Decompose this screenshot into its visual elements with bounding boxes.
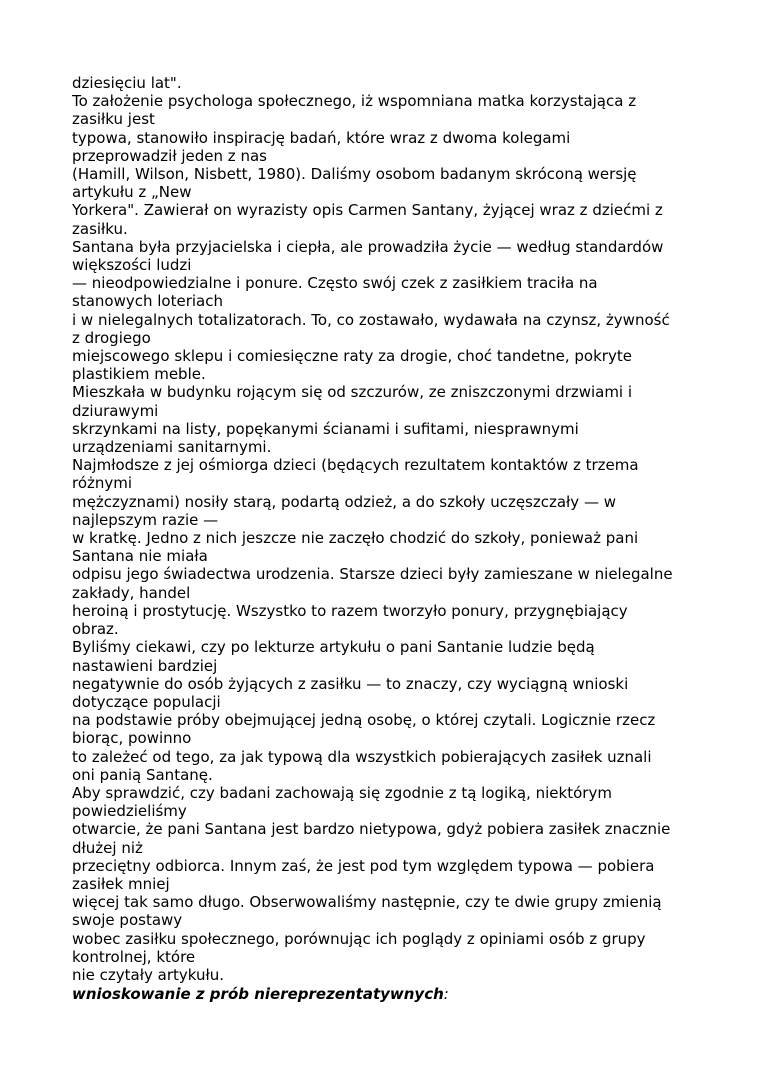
text-line: To założenie psychologa społecznego, iż wspomniana matka korzystająca z [72,92,637,111]
text-line: kontrolnej, które [72,947,196,966]
text-line: najlepszym razie — [72,510,219,529]
text-line: nie czytały artykułu. [72,965,225,984]
text-line: zakłady, handel [72,583,191,602]
text-line: dłużej niż [72,838,143,857]
text-line: otwarcie, że pani Santana jest bardzo nietypowa, gdyż pobiera zasiłek znacznie [72,820,671,839]
section-heading [72,985,449,1003]
text-line: (Hamill, Wilson, Nisbett, 1980). Daliśmy osobom badanym skróconą wersję [72,165,637,184]
text-line: Najmłodsze z jej ośmiorga dzieci (będących rezultatem kontaktów z trzema [72,456,639,475]
text-line: Aby sprawdzić, czy badani zachowają się zgodnie z tą logiką, niektórym [72,783,612,802]
text-line: obraz. [72,620,119,639]
text-line: — nieodpowiedzialne i ponure. Często swój czek z zasiłkiem traciła na [72,274,598,293]
document-body [72,74,692,984]
text-line: Mieszkała w budynku rojącym się od szczurów, ze zniszczonymi drzwiami i [72,383,633,402]
section-heading-colon: : [443,985,449,1003]
text-line: plastikiem meble. [72,365,206,384]
text-line: swoje postawy [72,911,183,930]
text-line: odpisu jego świadectwa urodzenia. Starsze dzieci były zamieszane w nielegalne [72,565,673,584]
text-line: nastawieni bardziej [72,656,218,675]
text-line: Santana była przyjacielska i ciepła, ale prowadziła życie — według standardów [72,237,664,256]
text-line: wobec zasiłku społecznego, porównując ich poglądy z opiniami osób z grupy [72,929,646,948]
text-line: dziurawymi [72,401,159,420]
text-line: zasiłek mniej [72,874,170,893]
text-line: to zależeć od tego, za jak typową dla wszystkich pobierających zasiłek uznali [72,747,652,766]
text-line: dotyczące populacji [72,692,221,711]
text-line: zasiłku jest [72,110,155,129]
text-line: stanowych loteriach [72,292,223,311]
text-line: biorąc, powinno [72,729,192,748]
text-line: heroiną i prostytucję. Wszystko to razem tworzyło ponury, przygnębiający [72,601,628,620]
text-line: na podstawie próby obejmującej jedną osobę, o której czytali. Logicznie rzecz [72,711,656,730]
text-line: powiedzieliśmy [72,802,187,821]
text-line: typowa, stanowiło inspirację badań, które wraz z dwoma kolegami [72,128,571,147]
text-line: miejscowego sklepu i comiesięczne raty za drogie, choć tandetne, pokryte [72,347,632,366]
text-line: przeprowadził jeden z nas [72,146,267,165]
section-heading-text: wnioskowanie z prób niereprezentatywnych [72,985,444,1003]
text-line: przeciętny odbiorca. Innym zaś, że jest pod tym względem typowa — pobiera [72,856,655,875]
text-line: Byliśmy ciekawi, czy po lekturze artykułu o pani Santanie ludzie będą [72,638,595,657]
text-line: i w nielegalnych totalizatorach. To, co zostawało, wydawała na czynsz, żywność [72,310,670,329]
text-line: Yorkera". Zawierał on wyrazisty opis Carmen Santany, żyjącej wraz z dziećmi z [72,201,663,220]
text-line: negatywnie do osób żyjących z zasiłku — to znaczy, czy wyciągną wnioski [72,674,629,693]
text-line: różnymi [72,474,133,493]
text-line: zasiłku. [72,219,128,238]
text-line: z drogiego [72,328,151,347]
text-line: Santana nie miała [72,547,208,566]
text-line: urządzeniami sanitarnymi. [72,438,272,457]
text-line: więcej tak samo długo. Obserwowaliśmy następnie, czy te dwie grupy zmienią [72,893,662,912]
text-line: w kratkę. Jedno z nich jeszcze nie zaczęło chodzić do szkoły, ponieważ pani [72,529,639,548]
text-line: artykułu z „New [72,183,192,202]
text-line: skrzynkami na listy, popękanymi ścianami i sufitami, niesprawnymi [72,419,579,438]
text-line: dziesięciu lat". [72,74,182,92]
text-line: większości ludzi [72,256,192,275]
text-line: mężczyznami) nosiły starą, podartą odzież, a do szkoły uczęszczały — w [72,492,616,511]
text-line: oni panią Santanę. [72,765,213,784]
